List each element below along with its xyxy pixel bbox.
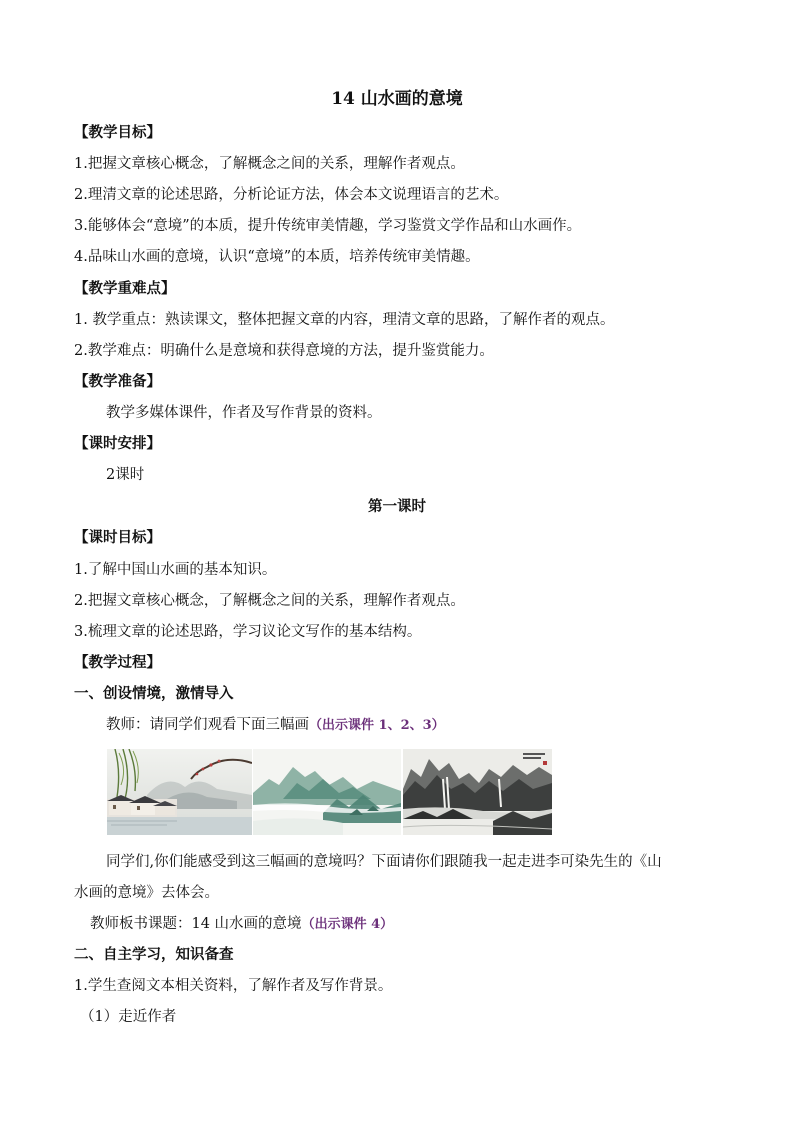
- painting-ink-landscape: [403, 749, 552, 835]
- painting-water-town: [107, 749, 252, 835]
- students-line-1: 同学们,你们能感受到这三幅画的意境吗？下面请你们跟随我一起走进李可染先生的《山: [106, 854, 662, 870]
- courseware-cue-4: （出示课件 4）: [301, 917, 394, 932]
- part1-heading: 一、创设情境，激情导入: [74, 685, 234, 702]
- goal-item-2: 2.理清文章的论述思路，分析论证方法，体会本文说理语言的艺术。: [74, 187, 509, 203]
- board-title-text: 教师板书课题：14 山水画的意境: [90, 916, 302, 932]
- key-point-2: 2.教学难点：明确什么是意境和获得意境的方法，提升鉴赏能力。: [74, 343, 494, 359]
- key-points-heading: 【教学重难点】: [74, 280, 176, 297]
- lesson-goal-3: 3.梳理文章的论述思路，学习议论文写作的基本结构。: [74, 624, 422, 640]
- lesson-goal-1: 1.了解中国山水画的基本知识。: [74, 562, 277, 578]
- sub-item-author: （1）走近作者: [80, 1009, 177, 1025]
- goal-item-1: 1.把握文章核心概念，了解概念之间的关系，理解作者观点。: [74, 156, 465, 172]
- students-line-2: 水画的意境》去体会。: [74, 885, 219, 901]
- board-line: [90, 914, 393, 935]
- part2-heading: 二、自主学习，知识备查: [74, 946, 234, 963]
- teacher-instruction: 教师：请同学们观看下面三幅画: [106, 717, 309, 733]
- lesson-title: 第一课时: [368, 498, 426, 515]
- process-heading: 【教学过程】: [74, 654, 161, 671]
- prep-text: 教学多媒体课件，作者及写作背景的资料。: [106, 405, 382, 421]
- key-point-1: 1. 教学重点：熟读课文，整体把握文章的内容，理清文章的思路，了解作者的观点。: [74, 312, 615, 328]
- schedule-text: 2课时: [106, 467, 145, 483]
- document-title: 14 山水画的意境: [331, 89, 463, 109]
- lesson-goal-2: 2.把握文章核心概念，了解概念之间的关系，理解作者观点。: [74, 593, 465, 609]
- teacher-line: [106, 715, 445, 736]
- study-item-1: 1.学生查阅文本相关资料，了解作者及写作背景。: [74, 978, 393, 994]
- goals-heading: 【教学目标】: [74, 124, 161, 141]
- lesson-goals-heading: 【课时目标】: [74, 529, 161, 546]
- prep-heading: 【教学准备】: [74, 373, 161, 390]
- courseware-cue-1-3: （出示课件 1、2、3）: [309, 718, 445, 733]
- goal-item-4: 4.品味山水画的意境，认识“意境”的本质，培养传统审美情趣。: [74, 249, 480, 265]
- painting-green-mountains: [253, 749, 401, 835]
- schedule-heading: 【课时安排】: [74, 435, 161, 452]
- goal-item-3: 3.能够体会“意境”的本质，提升传统审美情趣，学习鉴赏文学作品和山水画作。: [74, 218, 582, 234]
